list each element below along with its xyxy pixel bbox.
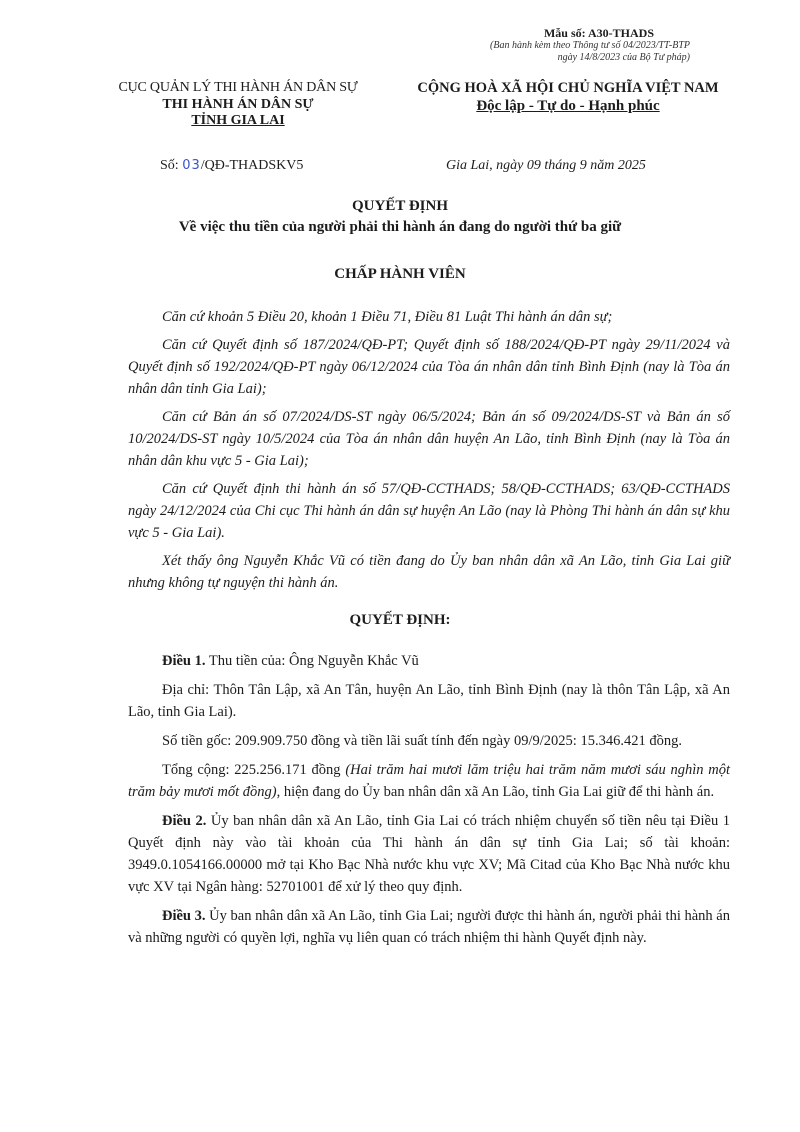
form-code: Mẫu số: A30-THADS [543, 26, 654, 40]
ground-5: Xét thấy ông Nguyễn Khắc Vũ có tiền đang do Ủy ban nhân dân xã An Lão, tỉnh Gia Lai giữ nhưng không tự nguyện thi hành án. [128, 553, 730, 591]
authority-heading: CHẤP HÀNH VIÊN [334, 266, 466, 282]
article-1-address: Địa chỉ: Thôn Tân Lập, xã An Tân, huyện An Lão, tỉnh Bình Định (nay là thôn Tân Lập, xã An Lão, tỉnh Gia Lai). [128, 682, 730, 720]
document-number [160, 158, 303, 174]
article-3-label: Điều 3. [162, 908, 206, 924]
nation-motto: Độc lập - Tự do - Hạnh phúc [476, 98, 660, 115]
agency-line1: CỤC QUẢN LÝ THI HÀNH ÁN DÂN SỰ [118, 80, 358, 95]
article-2-text: Ủy ban nhân dân xã An Lão, tỉnh Gia Lai có trách nhiệm chuyển số tiền nêu tại Điều 1 Quyết định này vào tài khoản của Thi hành án dân sự tỉnh Gia Lai; số tài khoản: 3949.0.1054166.00000 mở tại Kho Bạc Nhà nước khu vực XV; Mã Citad của Kho Bạc Nhà nước khu vực XV tại Ngân hàng: 52701001 để xử lý theo quy định. [128, 813, 730, 895]
decision-articles [128, 650, 730, 956]
doc-number-suffix: /QĐ-THADSKV5 [200, 158, 304, 173]
article-1-text: Thu tiền của: Ông Nguyễn Khắc Vũ [205, 653, 419, 669]
article-3 [128, 905, 730, 949]
total-prefix: Tổng cộng: 225.256.171 đồng [162, 762, 346, 778]
ground-2: Căn cứ Quyết định số 187/2024/QĐ-PT; Quyết định số 188/2024/QĐ-PT ngày 29/11/2024 và Quyết định số 192/2024/QĐ-PT ngày 06/12/2024 của Tòa án nhân dân tỉnh Bình Định (nay là Tòa án nhân dân tỉnh Gia Lai); [128, 337, 730, 397]
agency-line2: THI HÀNH ÁN DÂN SỰ [162, 96, 314, 112]
article-1 [128, 650, 730, 672]
total-suffix: , hiện đang do Ủy ban nhân dân xã An Lão, tỉnh Gia Lai giữ để thi hành án. [276, 784, 715, 800]
article-3-text: Ủy ban nhân dân xã An Lão, tỉnh Gia Lai; người được thi hành án, người phải thi hành án và những người có quyền lợi, nghĩa vụ liên quan có trách nhiệm thi hành Quyết định này. [128, 908, 730, 946]
national-header [398, 80, 738, 115]
decision-heading: QUYẾT ĐỊNH: [349, 612, 451, 628]
nation-name: CỘNG HOÀ XÃ HỘI CHỦ NGHĨA VIỆT NAM [417, 80, 719, 96]
document-subject: Về việc thu tiền của người phải thi hành án đang do người thứ ba giữ [178, 219, 622, 235]
form-note-line2: ngày 14/8/2023 của Bộ Tư pháp) [557, 51, 690, 63]
legal-grounds [128, 306, 730, 600]
document-title: QUYẾT ĐỊNH [352, 198, 448, 214]
article-1-total [128, 759, 730, 803]
article-1-label: Điều 1. [162, 653, 206, 669]
article-2 [128, 810, 730, 898]
ground-3: Căn cứ Bản án số 07/2024/DS-ST ngày 06/5/2024; Bản án số 09/2024/DS-ST và Bản án số 10/2024/DS-ST ngày 10/5/2024 của Tòa án nhân dân huyện An Lão, tỉnh Bình Định (nay là Tòa án nhân dân khu vực 5 - Gia Lai); [128, 409, 730, 469]
form-reference [430, 26, 690, 64]
form-note-line1: (Ban hành kèm theo Thông tư số 04/2023/TT-BTP [490, 40, 690, 52]
agency-line3: TỈNH GIA LAI [191, 113, 285, 129]
date-line: Gia Lai, ngày 09 tháng 9 năm 2025 [446, 158, 646, 173]
total-in-words: (Hai trăm hai mươi lăm triệu hai trăm năm mươi sáu nghìn một trăm bảy mươi mốt đồng) [128, 762, 730, 800]
article-2-label: Điều 2. [162, 813, 207, 829]
issuing-agency [88, 80, 388, 130]
doc-number-handwritten: 03 [182, 158, 201, 173]
doc-number-prefix: Số: [160, 158, 179, 173]
ground-4: Căn cứ Quyết định thi hành án số 57/QĐ-CCTHADS; 58/QĐ-CCTHADS; 63/QĐ-CCTHADS ngày 24/12/2024 của Chi cục Thi hành án dân sự huyện An Lão (nay là Phòng Thi hành án dân sự khu vực 5 - Gia Lai). [128, 481, 730, 541]
article-1-principal: Số tiền gốc: 209.909.750 đồng và tiền lãi suất tính đến ngày 09/9/2025: 15.346.421 đồng. [162, 733, 682, 749]
ground-1: Căn cứ khoản 5 Điều 20, khoản 1 Điều 71, Điều 81 Luật Thi hành án dân sự; [162, 309, 613, 325]
